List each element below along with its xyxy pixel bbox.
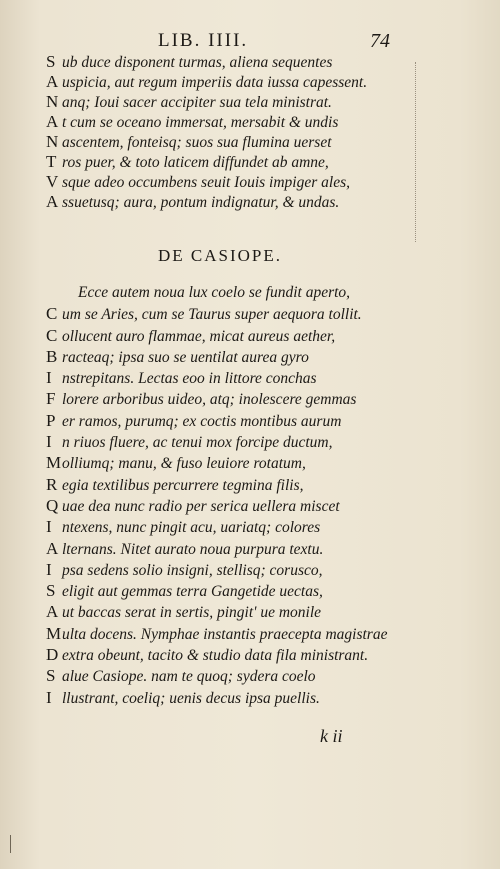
verse-text: racteaq; ipsa suo se uentilat aurea gyro	[62, 348, 309, 366]
verse-line	[46, 152, 466, 172]
verse-initial: F	[46, 389, 56, 409]
verse-line	[46, 72, 466, 92]
page-header	[150, 30, 390, 54]
verse-text: um se Aries, cum se Taurus super aequora tollit.	[62, 306, 362, 324]
verse-line	[46, 687, 466, 708]
verse-initial: N	[46, 92, 59, 111]
section-title: DE CASIOPE.	[158, 246, 283, 265]
verse-line	[46, 282, 466, 303]
verse-line	[46, 559, 466, 580]
verse-line	[46, 644, 466, 665]
verse-initial: B	[46, 346, 58, 366]
verse-initial: P	[46, 410, 56, 430]
running-head: LIB. IIII.	[158, 30, 249, 51]
verse-text: anq; Ioui sacer accipiter sua tela ministrat.	[62, 94, 332, 111]
verse-line	[46, 172, 466, 192]
verse-line	[46, 580, 466, 601]
verse-text: Ecce autem noua lux coelo se fundit aperto,	[78, 284, 351, 301]
corner-mark	[10, 835, 11, 853]
verse-line	[46, 325, 466, 346]
verse-initial: A	[46, 538, 59, 558]
verse-text: ut baccas serat in sertis, pingit' ue monile	[62, 604, 322, 622]
verse-text: ub duce disponent turmas, aliena sequentes	[62, 54, 333, 71]
verse-initial: S	[46, 581, 56, 601]
verse-text: ascentem, fonteisq; suos sua flumina uerset	[62, 134, 332, 151]
verse-line	[46, 623, 466, 644]
verse-initial: T	[46, 152, 57, 171]
verse-text: olliumq; manu, & fuso leuiore rotatum,	[62, 455, 306, 473]
verse-initial: S	[46, 666, 56, 686]
verse-line	[46, 474, 466, 495]
verse-line	[46, 538, 466, 559]
verse-initial: A	[46, 602, 59, 622]
verse-block-top	[46, 52, 466, 212]
verse-initial: R	[46, 474, 58, 494]
verse-text: ollucent auro flammae, micat aureus aether,	[62, 327, 336, 345]
verse-line	[46, 112, 466, 132]
verse-line	[46, 431, 466, 452]
verse-initial: Q	[46, 495, 59, 515]
verse-line	[46, 346, 466, 367]
verse-initial: D	[46, 645, 59, 665]
verse-initial: A	[46, 72, 59, 91]
verse-line	[46, 665, 466, 686]
verse-text: egia textilibus percurrere tegmina filis,	[62, 476, 304, 494]
verse-text: llustrant, coeliq; uenis decus ipsa puellis.	[62, 689, 320, 707]
verse-initial: I	[46, 687, 52, 707]
verse-initial: I	[46, 559, 52, 579]
verse-line	[46, 367, 466, 388]
folio-number: 74	[370, 30, 390, 52]
verse-line	[46, 516, 466, 537]
verse-initial: C	[46, 325, 58, 345]
verse-initial: N	[46, 132, 59, 151]
verse-line	[46, 92, 466, 112]
verse-text: ssuetusq; aura, pontum indignatur, & undas.	[62, 194, 340, 211]
verse-line	[46, 388, 466, 409]
verse-initial: C	[46, 304, 58, 324]
verse-line	[46, 452, 466, 473]
verse-initial: M	[46, 623, 62, 643]
verse-initial: I	[46, 517, 52, 537]
verse-text: sque adeo occumbens seuit Iouis impiger ales,	[62, 174, 350, 191]
verse-initial: A	[46, 192, 59, 211]
verse-text: t cum se oceano immersat, mersabit & undis	[62, 114, 339, 131]
verse-text: alue Casiope. nam te quoq; sydera coelo	[62, 668, 316, 686]
verse-text: extra obeunt, tacito & studio data fila ministrant.	[62, 647, 369, 665]
verse-initial: S	[46, 52, 56, 71]
verse-text: uspicia, aut regum imperiis data iussa capessent.	[62, 74, 368, 91]
verse-text: ulta docens. Nymphae instantis praecepta magistrae	[62, 625, 388, 643]
verse-line	[46, 410, 466, 431]
verse-text: uae dea nunc radio per serica uellera miscet	[62, 497, 340, 515]
verse-line	[46, 495, 466, 516]
verse-line	[46, 192, 466, 212]
verse-text: lternans. Nitet aurato noua purpura textu.	[62, 540, 324, 558]
verse-initial: I	[46, 432, 52, 452]
verse-block-bottom	[46, 282, 466, 708]
verse-text: lorere arboribus uideo, atq; inolescere gemmas	[62, 391, 357, 409]
verse-text: n riuos fluere, ac tenui mox forcipe ductum,	[62, 434, 333, 452]
verse-line	[46, 52, 466, 72]
verse-text: er ramos, purumq; ex coctis montibus aurum	[62, 412, 342, 430]
verse-initial: I	[46, 368, 52, 388]
verse-text: ros puer, & toto laticem diffundet ab amne,	[62, 154, 329, 171]
verse-initial: V	[46, 172, 59, 191]
verse-line	[46, 132, 466, 152]
verse-text: ntexens, nunc pingit acu, uariatq; colores	[62, 519, 321, 537]
verse-line	[46, 303, 466, 324]
signature-mark: k ii	[320, 726, 343, 746]
verse-text: psa sedens solio insigni, stellisq; coruscо,	[62, 561, 323, 579]
verse-initial: A	[46, 112, 59, 131]
verse-text: eligit aut gemmas terra Gangetide uectas,	[62, 583, 323, 601]
verse-line	[46, 601, 466, 622]
verse-text: nstrepitans. Lectas eoo in littore conchas	[62, 370, 317, 388]
verse-initial: M	[46, 453, 62, 473]
